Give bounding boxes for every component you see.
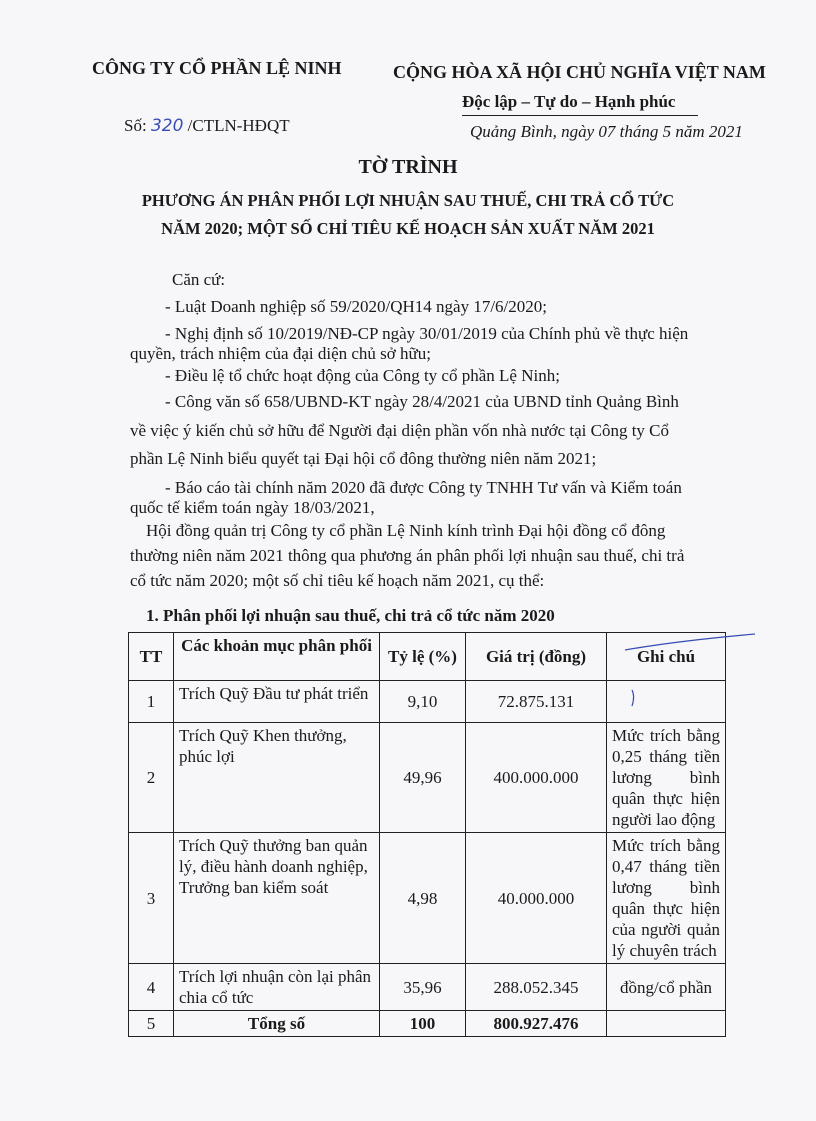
table-row	[129, 833, 726, 964]
row-rate: 35,96	[380, 964, 466, 1011]
table-row	[129, 723, 726, 833]
doc-number-suffix: /CTLN-HĐQT	[183, 116, 290, 135]
total-rate: 100	[380, 1011, 466, 1037]
row-rate: 9,10	[380, 681, 466, 723]
total-label: Tổng số	[174, 1011, 380, 1037]
row-value: 400.000.000	[466, 723, 607, 833]
row-note: Mức trích bằng 0,25 tháng tiền lương bình quân thực hiện người lao động	[607, 723, 726, 833]
doc-number-prefix: Số:	[124, 116, 151, 135]
doc-number-handwritten: 320	[150, 116, 184, 136]
document-number	[124, 116, 290, 136]
motto-underline	[462, 115, 698, 116]
section-1-heading: 1. Phân phối lợi nhuận sau thuế, chi trả cổ tức năm 2020	[146, 606, 555, 625]
row-item: Trích Quỹ Khen thưởng, phúc lợi	[174, 723, 380, 833]
row-tt: 2	[129, 723, 174, 833]
row-tt: 3	[129, 833, 174, 964]
basis-item-4-line3: phần Lệ Ninh biểu quyết tại Đại hội cổ đông thường niên năm 2021;	[130, 449, 597, 468]
row-rate: 4,98	[380, 833, 466, 964]
table-row	[129, 964, 726, 1011]
row-rate: 49,96	[380, 723, 466, 833]
header-value: Giá trị (đồng)	[466, 633, 607, 681]
document-subtitle-line2: NĂM 2020; MỘT SỐ CHỈ TIÊU KẾ HOẠCH SẢN XUẤT NĂM 2021	[161, 219, 655, 238]
pen-stroke-mark	[620, 628, 760, 718]
header-note: Ghi chú	[607, 633, 726, 681]
basis-item-2-line2: quyền, trách nhiệm của đại diện chủ sở hữu;	[130, 344, 431, 363]
total-value: 800.927.476	[466, 1011, 607, 1037]
row-item: Trích Quỹ Đầu tư phát triển	[174, 681, 380, 723]
basis-item-5-line2: quốc tế kiểm toán ngày 18/03/2021,	[130, 498, 375, 517]
header-tt: TT	[129, 633, 174, 681]
header-rate: Tỷ lệ (%)	[380, 633, 466, 681]
intro-paragraph-line1: Hội đồng quản trị Công ty cổ phần Lệ Ninh kính trình Đại hội đồng cổ đông	[146, 521, 666, 540]
row-item: Trích lợi nhuận còn lại phân chia cổ tức	[174, 964, 380, 1011]
document-subtitle-line1: PHƯƠNG ÁN PHÂN PHỐI LỢI NHUẬN SAU THUẾ, CHI TRẢ CỔ TỨC	[141, 191, 675, 210]
intro-paragraph-line2: thường niên năm 2021 thông qua phương án phân phối lợi nhuận sau thuế, chi trả	[130, 546, 685, 565]
row-tt: 4	[129, 964, 174, 1011]
row-note: Mức trích bằng 0,47 tháng tiền lương bình quân thực hiện của người quản lý chuyên trách	[607, 833, 726, 964]
row-note: đồng/cổ phần	[607, 964, 726, 1011]
document-title: TỜ TRÌNH	[358, 156, 458, 178]
row-item: Trích Quỹ thưởng ban quản lý, điều hành doanh nghiệp, Trưởng ban kiểm soát	[174, 833, 380, 964]
intro-paragraph-line3: cổ tức năm 2020; một số chỉ tiêu kế hoạch năm 2021, cụ thể:	[130, 571, 545, 590]
row-value: 40.000.000	[466, 833, 607, 964]
basis-item-5-line1: - Báo cáo tài chính năm 2020 đã được Công ty TNHH Tư vấn và Kiểm toán	[165, 478, 682, 497]
basis-item-4-line1: - Công văn số 658/UBND-KT ngày 28/4/2021 của UBND tỉnh Quảng Bình	[165, 392, 679, 411]
basis-heading: Căn cứ:	[172, 270, 226, 289]
header-item: Các khoản mục phân phối	[174, 633, 380, 681]
total-note	[607, 1011, 726, 1037]
basis-item-3: - Điều lệ tổ chức hoạt động của Công ty cổ phần Lệ Ninh;	[165, 366, 560, 385]
basis-item-2-line1: - Nghị định số 10/2019/NĐ-CP ngày 30/01/2019 của Chính phủ về thực hiện	[165, 324, 689, 343]
total-tt: 5	[129, 1011, 174, 1037]
row-value: 288.052.345	[466, 964, 607, 1011]
company-name: CÔNG TY CỔ PHẦN LỆ NINH	[92, 58, 342, 78]
basis-item-4-line2: về việc ý kiến chủ sở hữu để Người đại diện phần vốn nhà nước tại Công ty Cổ	[130, 421, 670, 440]
row-tt: 1	[129, 681, 174, 723]
table-total-row	[129, 1011, 726, 1037]
republic-name: CỘNG HÒA XÃ HỘI CHỦ NGHĨA VIỆT NAM	[393, 62, 766, 82]
basis-item-1: - Luật Doanh nghiệp số 59/2020/QH14 ngày 17/6/2020;	[165, 297, 547, 316]
place-date: Quảng Bình, ngày 07 tháng 5 năm 2021	[470, 122, 743, 141]
row-value: 72.875.131	[466, 681, 607, 723]
national-motto: Độc lập – Tự do – Hạnh phúc	[462, 92, 676, 111]
